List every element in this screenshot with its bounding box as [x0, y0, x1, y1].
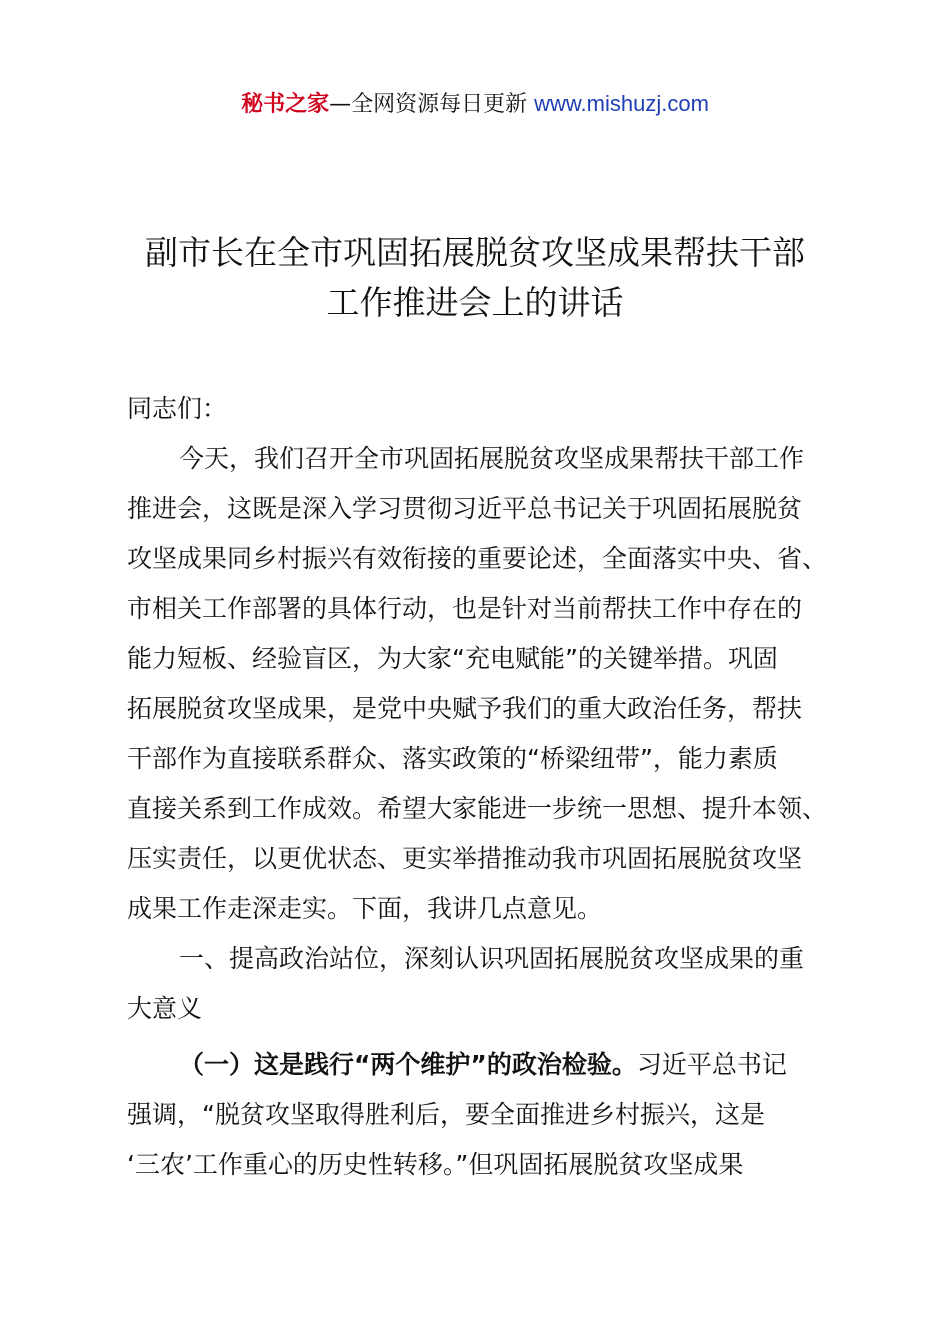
section-1-heading [127, 934, 837, 1034]
site-url-link[interactable]: www.mishuzj.com [534, 91, 709, 116]
subsection-1 [127, 1040, 837, 1190]
subsection-text-start: 习近平总书记 [636, 1050, 787, 1079]
site-header-banner [0, 88, 950, 121]
paragraph-line: 攻坚成果同乡村振兴有效衔接的重要论述，全面落实中央、省、 [127, 544, 828, 573]
section-heading-line: 一、提高政治站位，深刻认识巩固拓展脱贫攻坚成果的重 [179, 944, 805, 973]
section-heading-line: 大意义 [127, 994, 203, 1023]
paragraph-line: 推进会，这既是深入学习贯彻习近平总书记关于巩固拓展脱贫 [127, 494, 803, 523]
paragraph-line: 能力短板、经验盲区，为大家“充电赋能”的关键举措。巩固 [127, 644, 778, 673]
site-tagline: —全网资源每日更新 [329, 92, 535, 117]
paragraph-line: 拓展脱贫攻坚成果，是党中央赋予我们的重大政治任务，帮扶 [127, 694, 803, 723]
salutation: 同志们： [127, 394, 228, 423]
document-title [0, 228, 950, 328]
subsection-line: 强调，“脱贫攻坚取得胜利后，要全面推进乡村振兴，这是 [127, 1100, 765, 1129]
title-line-2: 工作推进会上的讲话 [326, 283, 624, 322]
paragraph-line: 市相关工作部署的具体行动，也是针对当前帮扶工作中存在的 [127, 594, 803, 623]
site-brand-name: 秘书之家 [241, 92, 330, 117]
paragraph-line: 成果工作走深走实。下面，我讲几点意见。 [127, 894, 603, 923]
paragraph-line: 干部作为直接联系群众、落实政策的“桥梁纽带”，能力素质 [127, 744, 778, 773]
paragraph-line: 今天，我们召开全市巩固拓展脱贫攻坚成果帮扶干部工作 [179, 444, 805, 473]
subsection-heading: （一）这是践行“两个维护”的政治检验。 [179, 1050, 637, 1079]
title-line-1: 副市长在全市巩固拓展脱贫攻坚成果帮扶干部 [145, 233, 805, 272]
paragraph-line: 压实责任，以更优状态、更实举措推动我市巩固拓展脱贫攻坚 [127, 844, 803, 873]
subsection-line: ‘三农’工作重心的历史性转移。”但巩固拓展脱贫攻坚成果 [127, 1150, 744, 1179]
subsection-first-line [127, 1040, 837, 1090]
paragraph-1 [127, 434, 837, 934]
document-body [127, 384, 837, 1190]
paragraph-line: 直接关系到工作成效。希望大家能进一步统一思想、提升本领、 [127, 794, 828, 823]
